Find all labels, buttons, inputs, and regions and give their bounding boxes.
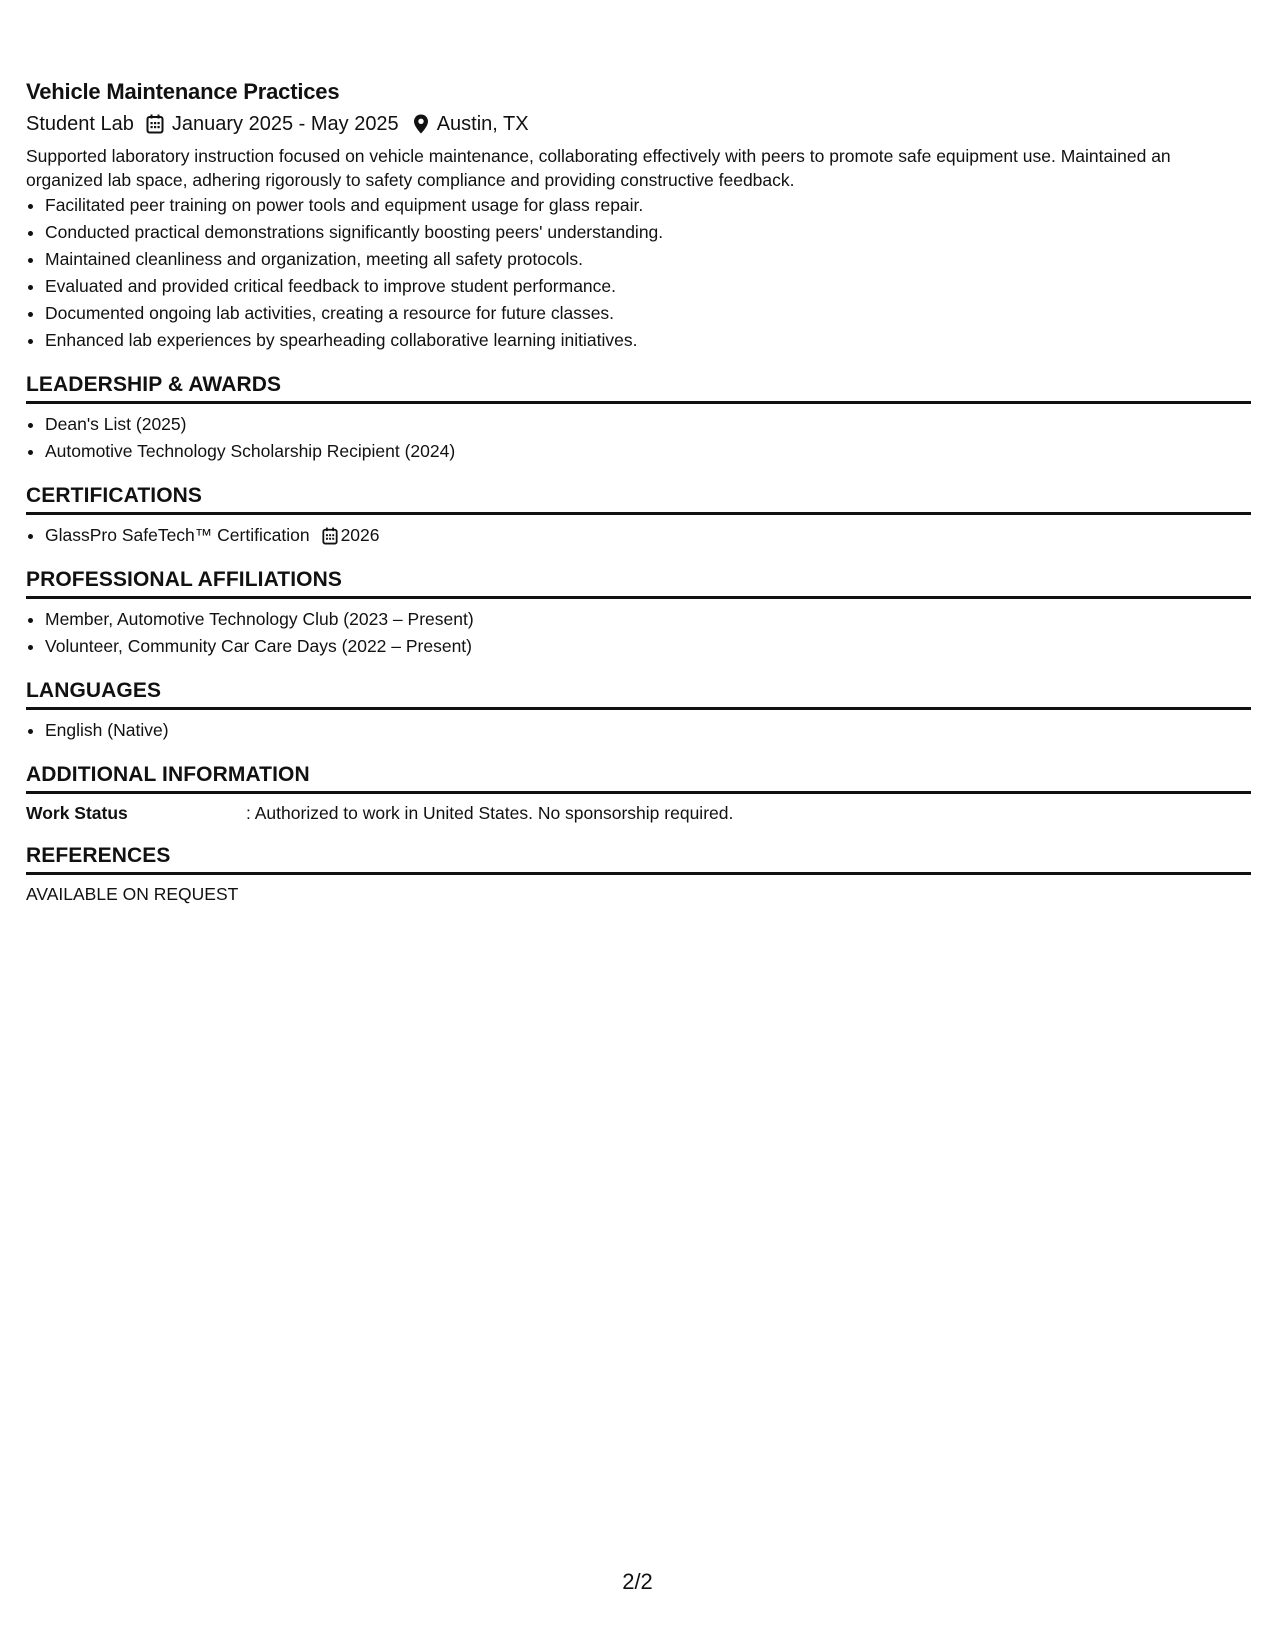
languages-list <box>26 717 1251 744</box>
work-status-label: Work Status <box>26 803 128 823</box>
certification-name: • GlassPro SafeTech™ Certification <box>45 525 310 545</box>
section-references <box>26 843 1251 906</box>
list-item: • Evaluated and provided critical feedback to improve student performance. <box>45 273 1251 300</box>
section-affiliations <box>26 567 1251 660</box>
list-item: • Facilitated peer training on power tools and equipment usage for glass repair. <box>45 192 1251 219</box>
list-item: • Maintained cleanliness and organization, meeting all safety protocols. <box>45 246 1251 273</box>
affiliations-list <box>26 606 1251 660</box>
page-number: 2/2 <box>622 1569 653 1594</box>
experience-meta <box>26 110 1251 138</box>
list-item: • Dean's List (2025) <box>45 411 1251 438</box>
experience-organization: Student Lab <box>26 113 134 135</box>
experience-bullets <box>26 192 1251 354</box>
section-leadership <box>26 372 1251 465</box>
map-pin-icon <box>413 114 429 134</box>
section-heading: REFERENCES <box>26 843 1251 875</box>
list-item: • Documented ongoing lab activities, creating a resource for future classes. <box>45 300 1251 327</box>
certification-year: 2026 <box>340 525 380 545</box>
list-item: • Conducted practical demonstrations significantly boosting peers' understanding. <box>45 219 1251 246</box>
list-item: • Automotive Technology Scholarship Recipient (2024) <box>45 438 1251 465</box>
certification-entry <box>45 522 380 549</box>
certifications-list <box>26 522 1251 549</box>
section-heading: ADDITIONAL INFORMATION <box>26 762 1251 794</box>
list-item: • Enhanced lab experiences by spearheading collaborative learning initiatives. <box>45 327 1251 354</box>
calendar-icon <box>146 114 164 134</box>
experience-description: Supported laboratory instruction focused on vehicle maintenance, collaborating effectively with peers to promote safe equipment use. Maintained an organized lab space, adhering rigorously to safety compliance and providing constructive feedback. <box>26 146 1171 190</box>
section-additional-information <box>26 762 1251 825</box>
resume-page <box>26 78 1251 906</box>
work-status-value: : Authorized to work in United States. No sponsorship required. <box>246 803 734 823</box>
references-text: AVAILABLE ON REQUEST <box>26 884 239 904</box>
calendar-icon <box>322 527 338 545</box>
section-heading: CERTIFICATIONS <box>26 483 1251 515</box>
experience-entry <box>26 78 1251 354</box>
work-status-row <box>26 801 1251 825</box>
section-languages <box>26 678 1251 744</box>
list-item: • Member, Automotive Technology Club (2023 – Present) <box>45 606 1251 633</box>
section-heading: PROFESSIONAL AFFILIATIONS <box>26 567 1251 599</box>
list-item: • English (Native) <box>45 717 1251 744</box>
list-item: • Volunteer, Community Car Care Days (2022 – Present) <box>45 633 1251 660</box>
experience-dates: January 2025 - May 2025 <box>171 113 399 135</box>
section-certifications <box>26 483 1251 549</box>
section-heading: LANGUAGES <box>26 678 1251 710</box>
experience-location: Austin, TX <box>436 113 529 135</box>
leadership-list <box>26 411 1251 465</box>
section-heading: LEADERSHIP & AWARDS <box>26 372 1251 404</box>
experience-title: Vehicle Maintenance Practices <box>26 79 340 104</box>
list-item <box>45 522 1251 549</box>
